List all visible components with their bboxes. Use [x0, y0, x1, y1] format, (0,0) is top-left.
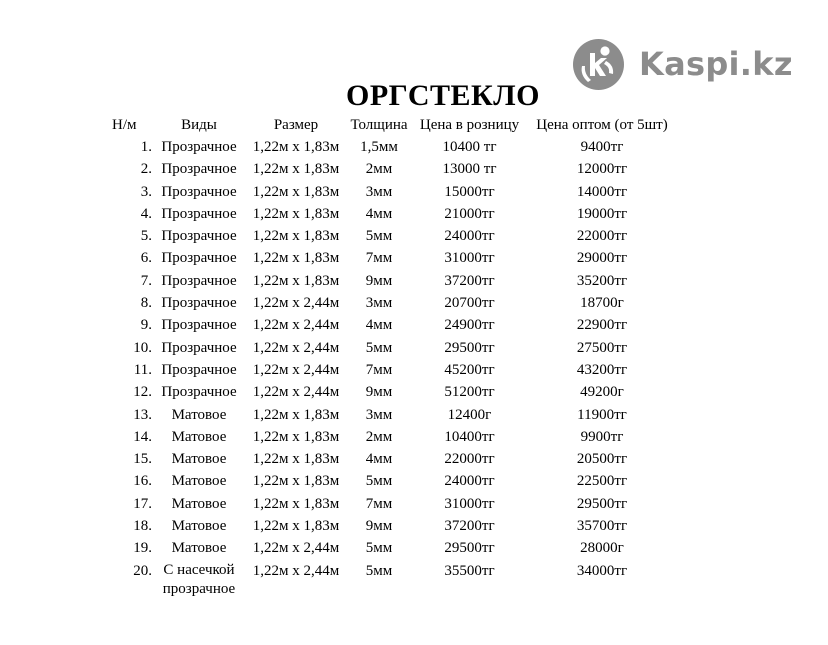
- row-wholesale-price: 43200тг: [576, 361, 628, 378]
- row-thickness: 9мм: [365, 518, 393, 535]
- row-number: 10.: [133, 339, 152, 356]
- table-row: [112, 561, 676, 599]
- row-number: 11.: [133, 361, 152, 378]
- row-type-line: прозрачное: [162, 580, 236, 597]
- table-row: [112, 405, 676, 427]
- row-size: 1,22м х 1,83м: [252, 228, 340, 245]
- row-wholesale-price: 20500тг: [576, 451, 628, 468]
- row-retail-price: 31000тг: [444, 250, 495, 267]
- row-number: 16.: [133, 473, 152, 490]
- row-size: 1,22м х 1,83м: [252, 428, 340, 445]
- row-thickness: 2мм: [365, 428, 393, 445]
- row-size: 1,22м х 2,44м: [252, 339, 340, 356]
- table-row: [112, 248, 676, 270]
- row-type-line: С насечкой: [163, 561, 235, 578]
- row-number: 6.: [140, 250, 152, 267]
- row-size: 1,22м х 1,83м: [252, 139, 340, 155]
- row-retail-price: 22000тг: [444, 451, 495, 468]
- table-row: [112, 293, 676, 315]
- row-retail-price: 24900тг: [444, 317, 495, 334]
- row-type: Прозрачное: [161, 384, 237, 401]
- table-row: [112, 494, 676, 516]
- row-wholesale-price: 9400тг: [580, 139, 624, 155]
- table-row: [112, 538, 676, 560]
- table-row: [112, 159, 676, 181]
- table-row: [112, 516, 676, 538]
- page-title: ОРГСТЕКЛО: [346, 79, 540, 112]
- row-wholesale-price: 29000тг: [576, 250, 628, 267]
- table-body: [112, 137, 676, 599]
- row-type: Матовое: [171, 540, 227, 557]
- row-wholesale-price: 19000тг: [576, 205, 628, 222]
- row-thickness: 5мм: [365, 540, 393, 557]
- row-thickness: 7мм: [365, 361, 393, 378]
- row-retail-price: 20700тг: [444, 295, 495, 312]
- row-thickness: 3мм: [365, 183, 393, 200]
- row-retail-price: 37200тг: [444, 518, 495, 535]
- row-wholesale-price: 29500тг: [576, 495, 628, 512]
- row-size: 1,22м х 1,83м: [252, 272, 340, 289]
- row-retail-price: 37200тг: [444, 272, 495, 289]
- row-thickness: 1,5мм: [360, 139, 398, 155]
- row-wholesale-price: 9900тг: [580, 428, 624, 445]
- row-size: 1,22м х 1,83м: [252, 406, 340, 423]
- row-size: 1,22м х 1,83м: [252, 250, 340, 267]
- header-thickness: Толщина: [350, 117, 408, 133]
- row-retail-price: 12400г: [447, 406, 492, 423]
- header-num: Н/м: [112, 117, 137, 133]
- row-thickness: 7мм: [365, 250, 393, 267]
- row-retail-price: 29500тг: [444, 540, 495, 557]
- row-number: 19.: [133, 540, 152, 557]
- row-retail-price: 35500тг: [444, 562, 495, 579]
- row-retail-price: 13000 тг: [442, 161, 497, 178]
- row-retail-price: 29500тг: [444, 339, 495, 356]
- row-type: Прозрачное: [161, 161, 237, 178]
- row-type: [153, 561, 245, 599]
- row-number: 1.: [140, 139, 152, 155]
- row-type: Матовое: [171, 451, 227, 468]
- row-retail-price: 15000тг: [444, 183, 495, 200]
- row-size: 1,22м х 1,83м: [252, 451, 340, 468]
- row-thickness: 4мм: [365, 205, 393, 222]
- row-thickness: 2мм: [365, 161, 393, 178]
- row-type: Прозрачное: [161, 250, 237, 267]
- row-retail-price: 31000тг: [444, 495, 495, 512]
- row-number: 5.: [140, 228, 152, 245]
- row-size: 1,22м х 1,83м: [252, 473, 340, 490]
- table-row: [112, 182, 676, 204]
- row-size: 1,22м х 1,83м: [252, 161, 340, 178]
- row-type: Прозрачное: [161, 295, 237, 312]
- row-number: 20.: [133, 562, 152, 579]
- row-wholesale-price: 12000тг: [576, 161, 628, 178]
- row-wholesale-price: 27500тг: [576, 339, 628, 356]
- table-row: [112, 338, 676, 360]
- table-header-row: [112, 115, 676, 137]
- row-type: Прозрачное: [161, 228, 237, 245]
- table-row: [112, 360, 676, 382]
- row-number: 15.: [133, 451, 152, 468]
- row-type: Матовое: [171, 473, 227, 490]
- row-thickness: 7мм: [365, 495, 393, 512]
- row-type: Прозрачное: [161, 139, 237, 155]
- row-thickness: 9мм: [365, 384, 393, 401]
- row-size: 1,22м х 2,44м: [252, 317, 340, 334]
- row-type: Прозрачное: [161, 183, 237, 200]
- row-retail-price: 21000тг: [444, 205, 495, 222]
- row-number: 8.: [140, 295, 152, 312]
- row-thickness: 5мм: [365, 562, 393, 579]
- brand-name: Kaspi.kz: [639, 45, 793, 83]
- row-size: 1,22м х 1,83м: [252, 205, 340, 222]
- table-row: [112, 271, 676, 293]
- row-wholesale-price: 18700г: [580, 295, 624, 312]
- row-wholesale-price: 34000тг: [576, 562, 628, 579]
- row-type: Прозрачное: [161, 317, 237, 334]
- row-type: Прозрачное: [161, 361, 237, 378]
- row-size: 1,22м х 1,83м: [252, 495, 340, 512]
- row-thickness: 5мм: [365, 473, 393, 490]
- row-size: 1,22м х 2,44м: [252, 384, 340, 401]
- row-size: 1,22м х 1,83м: [252, 183, 340, 200]
- row-wholesale-price: 35700тг: [576, 518, 628, 535]
- row-size: 1,22м х 2,44м: [252, 295, 340, 312]
- row-retail-price: 51200тг: [444, 384, 495, 401]
- table-row: [112, 449, 676, 471]
- row-number: 14.: [133, 428, 152, 445]
- header-wholesale-price: Цена оптом (от 5шт): [536, 117, 668, 133]
- row-wholesale-price: 22500тг: [576, 473, 628, 490]
- table-row: [112, 137, 676, 159]
- row-wholesale-price: 28000г: [580, 540, 624, 557]
- price-table: [112, 115, 676, 599]
- header-type: Виды: [181, 117, 217, 133]
- row-type: Прозрачное: [161, 272, 237, 289]
- row-retail-price: 10400тг: [444, 428, 495, 445]
- row-retail-price: 10400 тг: [442, 139, 497, 155]
- row-number: 3.: [140, 183, 152, 200]
- row-retail-price: 24000тг: [444, 228, 495, 245]
- row-retail-price: 24000тг: [444, 473, 495, 490]
- table-row: [112, 471, 676, 493]
- row-number: 2.: [140, 161, 152, 178]
- row-thickness: 9мм: [365, 272, 393, 289]
- row-size: 1,22м х 2,44м: [252, 540, 340, 557]
- row-thickness: 5мм: [365, 228, 393, 245]
- row-size: 1,22м х 1,83м: [252, 518, 340, 535]
- table-row: [112, 204, 676, 226]
- row-number: 4.: [140, 205, 152, 222]
- row-number: 7.: [140, 272, 152, 289]
- header-size: Размер: [273, 117, 319, 133]
- row-size: 1,22м х 2,44м: [252, 562, 340, 579]
- row-thickness: 3мм: [365, 406, 393, 423]
- table-row: [112, 226, 676, 248]
- row-number: 18.: [133, 518, 152, 535]
- row-wholesale-price: 35200тг: [576, 272, 628, 289]
- row-type: Матовое: [171, 495, 227, 512]
- row-type: Матовое: [171, 518, 227, 535]
- row-type: Матовое: [171, 406, 227, 423]
- row-wholesale-price: 22900тг: [576, 317, 628, 334]
- header-retail-price: Цена в розницу: [419, 117, 520, 133]
- row-thickness: 4мм: [365, 451, 393, 468]
- row-number: 13.: [133, 406, 152, 423]
- row-wholesale-price: 22000тг: [576, 228, 628, 245]
- row-wholesale-price: 49200г: [580, 384, 624, 401]
- row-number: 9.: [140, 317, 152, 334]
- row-wholesale-price: 14000тг: [576, 183, 628, 200]
- table-row: [112, 315, 676, 337]
- row-size: 1,22м х 2,44м: [252, 361, 340, 378]
- row-number: 17.: [133, 495, 152, 512]
- row-type: Прозрачное: [161, 339, 237, 356]
- row-wholesale-price: 11900тг: [577, 406, 627, 423]
- row-retail-price: 45200тг: [444, 361, 495, 378]
- row-number: 12.: [133, 384, 152, 401]
- table-row: [112, 382, 676, 404]
- row-type: Матовое: [171, 428, 227, 445]
- row-thickness: 4мм: [365, 317, 393, 334]
- row-thickness: 5мм: [365, 339, 393, 356]
- row-thickness: 3мм: [365, 295, 393, 312]
- table-row: [112, 427, 676, 449]
- row-type: Прозрачное: [161, 205, 237, 222]
